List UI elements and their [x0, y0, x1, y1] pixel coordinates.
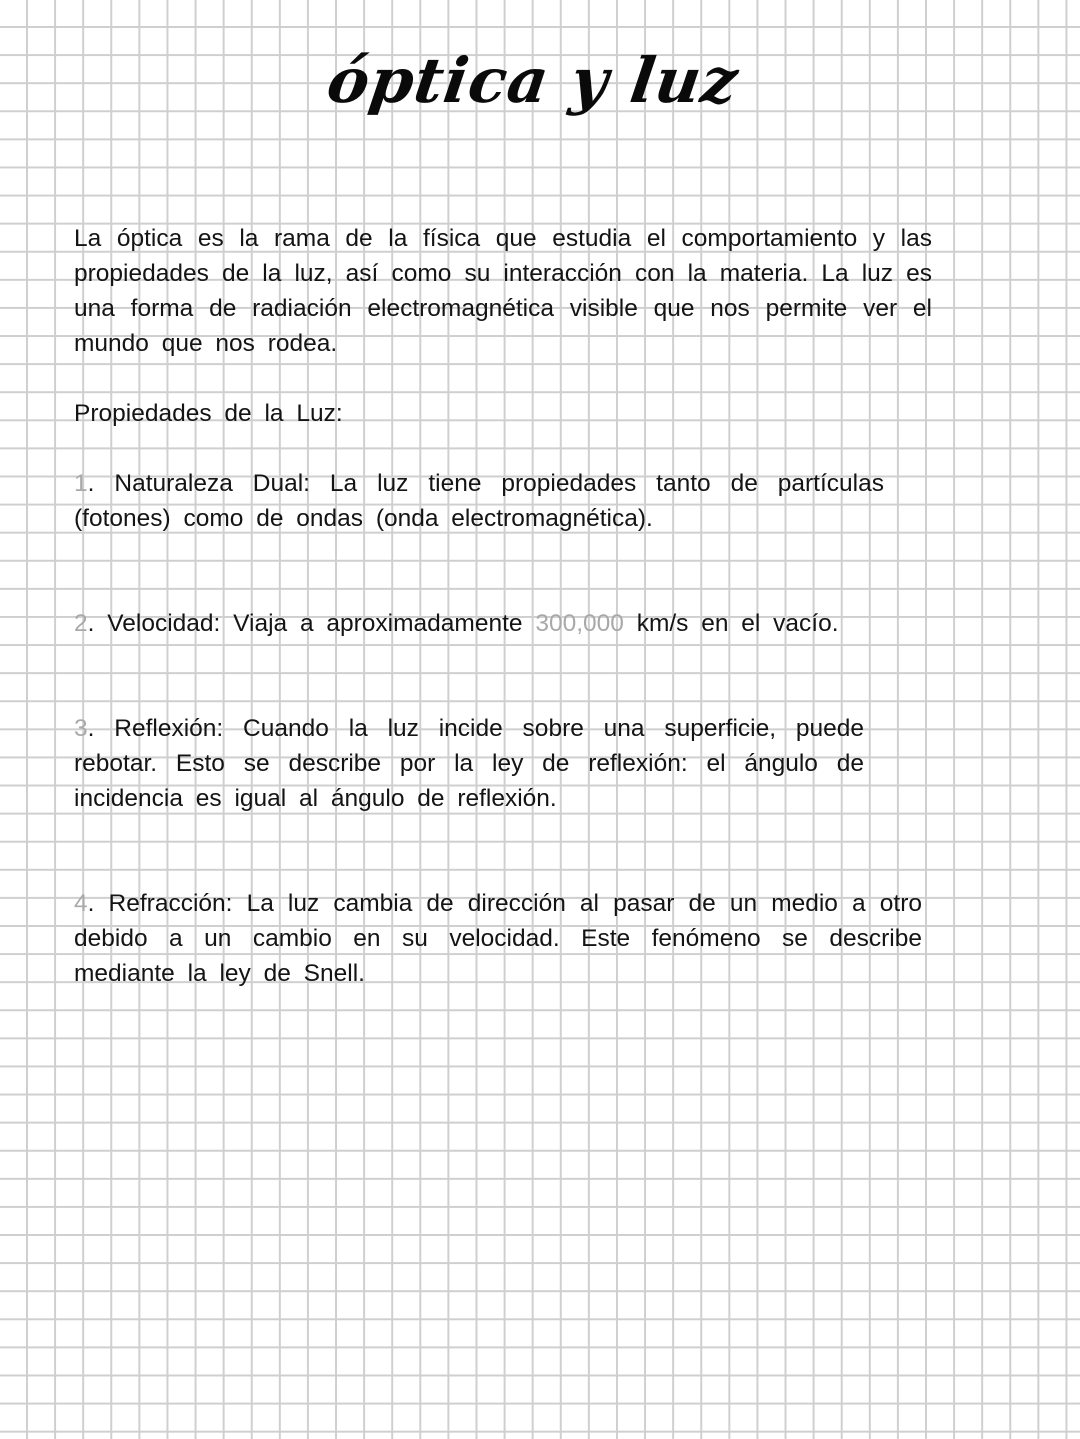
item-number: 1 — [74, 470, 88, 497]
properties-heading: Propiedades de la Luz: — [74, 400, 343, 427]
speed-value: 300,000 — [535, 610, 624, 637]
page-title: óptica y luz — [322, 43, 744, 117]
item-text: . Refracción: La luz cambia de dirección al pasar de un medio a otro debido a un cambio en su velocidad. Este fenómeno se describe mediante la ley de Snell. — [74, 890, 922, 987]
property-item-speed — [74, 606, 934, 641]
item-number: 2 — [74, 610, 88, 637]
intro-paragraph: La óptica es la rama de la física que estudia el comportamiento y las propiedades de la luz, así como su interacción con la materia. La luz es una forma de radiación electromagnética visible que nos permite ver el mundo que nos rodea. — [74, 225, 932, 357]
property-item-dual-nature — [74, 466, 884, 536]
item-text-after: km/s en el vacío. — [623, 610, 839, 637]
item-text: . Reflexión: Cuando la luz incide sobre una superficie, puede rebotar. Esto se describe por la ley de reflexión: el ángulo de incidencia es igual al ángulo de reflexión. — [74, 715, 864, 812]
property-item-refraction — [74, 886, 922, 991]
item-number: 3 — [74, 715, 88, 742]
item-number: 4 — [74, 890, 88, 917]
property-item-reflection — [74, 711, 864, 816]
item-text-before: . Velocidad: Viaja a aproximadamente — [87, 610, 536, 637]
item-text: . Naturaleza Dual: La luz tiene propiedades tanto de partículas (fotones) como de ondas (onda electromagnética). — [74, 470, 884, 532]
